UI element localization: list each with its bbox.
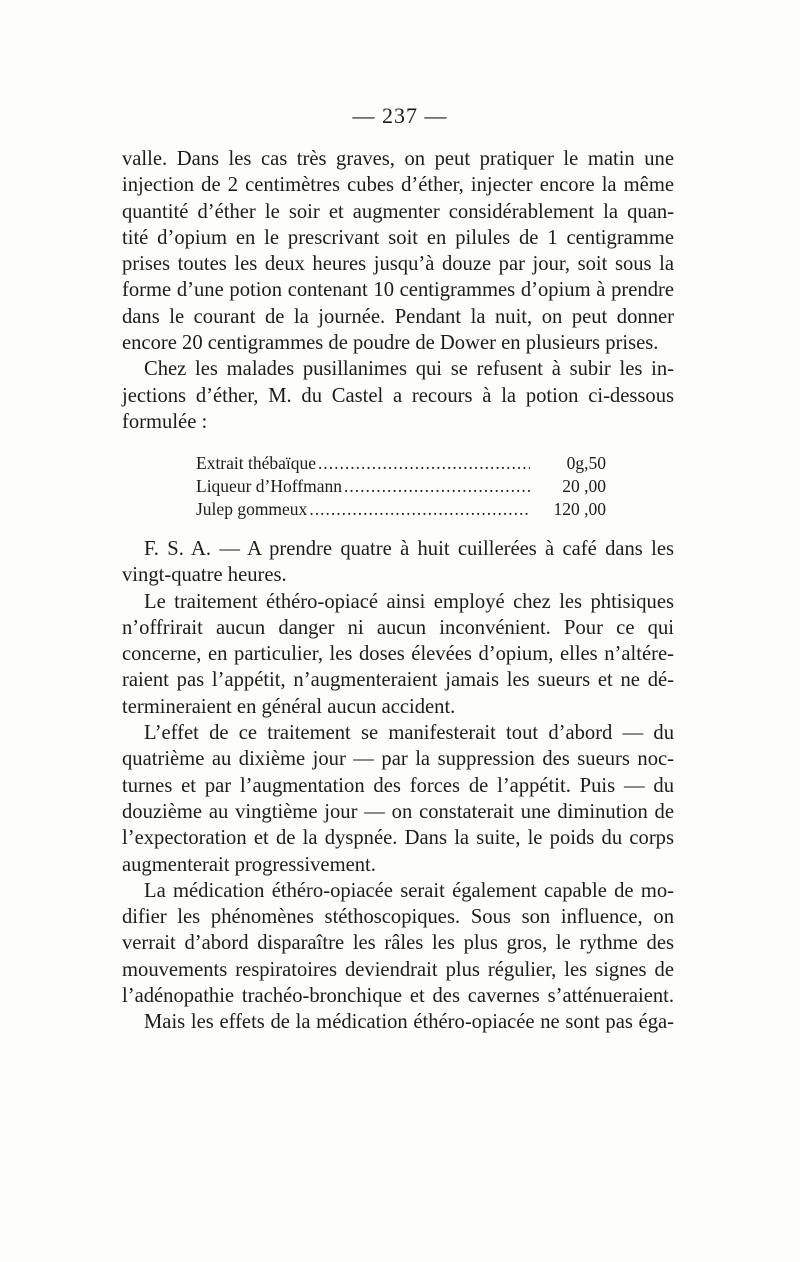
leader-dots — [318, 452, 530, 475]
text-line: jections d’éther, M. du Castel a recours à la potion ci-dessous — [122, 384, 674, 407]
leader-dots — [344, 475, 530, 498]
text-line: forme d’une potion contenant 10 centigrammes d’opium à prendre — [122, 279, 674, 302]
text-line: turnes et par l’augmentation des forces de l’appétit. Puis — du — [122, 774, 674, 797]
text-line: F. S. A. — A prendre quatre à huit cuillerées à café dans les — [144, 538, 674, 560]
text-line: termineraient en général aucun accident. — [122, 695, 456, 718]
text-line: augmenterait progressivement. — [122, 853, 376, 876]
text-line: quatrième au dixième jour — par la suppression des sueurs noc- — [122, 748, 674, 771]
text-line: raient pas l’appétit, n’augmenteraient jamais les sueurs et ne dé- — [122, 669, 674, 692]
text-line: L’effet de ce traitement se manifesterait tout d’abord — du — [144, 722, 674, 745]
recipe-row — [196, 498, 606, 521]
leader-dots — [309, 498, 530, 521]
text-line: verrait d’abord disparaître les râles les plus gros, le rythme des — [122, 932, 674, 955]
recipe-row — [196, 475, 606, 498]
text-line: difier les phénomènes stéthoscopiques. Sous son influence, on — [122, 906, 674, 929]
text-line: prises toutes les deux heures jusqu’à douze par jour, soit sous la — [122, 253, 674, 276]
text-line: injection de 2 centimètres cubes d’éther, injecter encore la même — [122, 174, 674, 197]
text-block-bottom — [122, 536, 674, 1036]
recipe-quantity: 0g,50 — [566, 453, 606, 473]
recipe-quantity: 20 ,00 — [562, 476, 606, 496]
text-line: dans le courant de la journée. Pendant la nuit, on peut donner — [122, 305, 674, 328]
text-line: concerne, en particulier, les doses élevées d’opium, elles n’altére- — [122, 643, 674, 666]
text-line: l’expectoration et de la dyspnée. Dans la suite, le poids du corps — [122, 827, 674, 850]
text-line: douzième au vingtième jour — on constaterait une diminution de — [122, 800, 674, 823]
text-line: Chez les malades pusillanimes qui se refusent à subir les in- — [144, 358, 674, 381]
text-line: vingt-quatre heures. — [122, 564, 287, 587]
recipe-ingredient: Julep gommeux — [196, 499, 308, 519]
text-line: l’adénopathie trachéo-bronchique et des cavernes s’atténueraient. — [122, 985, 674, 1008]
text-line: Le traitement éthéro-opiacé ainsi employé chez les phtisiques — [144, 590, 674, 613]
text-line: La médication éthéro-opiacée serait également capable de mo- — [144, 879, 674, 902]
page-number: — 237 — — [352, 103, 448, 128]
text-line: n’offrirait aucun danger ni aucun inconvénient. Pour ce qui — [122, 616, 674, 639]
recipe-ingredient: Liqueur d’Hoffmann — [196, 476, 342, 496]
recipe-ingredient: Extrait thébaïque — [196, 453, 317, 473]
recipe-quantity: 120 ,00 — [553, 499, 606, 519]
recipe-row — [196, 452, 606, 475]
text-line: formulée : — [122, 410, 208, 433]
text-line: encore 20 centigrammes de poudre de Dower en plusieurs prises. — [122, 332, 659, 355]
text-line: tité d’opium en le prescrivant soit en pilules de 1 centigramme — [122, 226, 674, 249]
text-line: valle. Dans les cas très graves, on peut pratiquer le matin une — [122, 148, 674, 170]
text-line: Mais les effets de la médication éthéro-opiacée ne sont pas éga- — [144, 1011, 674, 1034]
text-block-top — [122, 146, 674, 435]
text-line: quantité d’éther le soir et augmenter considérablement la quan- — [122, 200, 674, 223]
text-line: mouvements respiratoires deviendrait plus régulier, les signes de — [122, 958, 674, 981]
recipe-formula — [196, 452, 606, 521]
